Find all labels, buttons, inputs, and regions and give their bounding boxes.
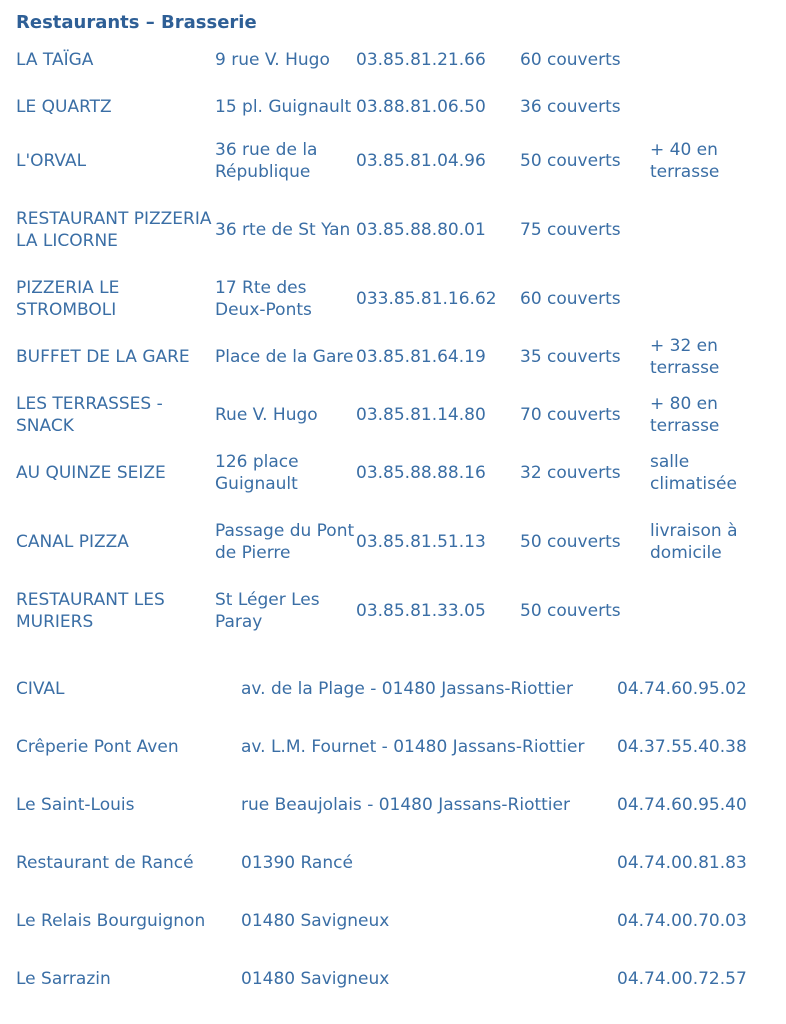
restaurant-name: CIVAL — [16, 679, 65, 699]
restaurant-name: LA TAÏGA — [16, 50, 94, 70]
restaurant-address: 01480 Savigneux — [241, 911, 390, 931]
restaurant-seats: 50 couverts — [520, 151, 621, 171]
restaurant-table-1 — [16, 38, 775, 640]
restaurant-seats: 36 couverts — [520, 97, 621, 117]
restaurant-name: Restaurant de Rancé — [16, 853, 194, 873]
restaurant-phone: 03.85.88.80.01 — [356, 220, 486, 240]
restaurant-address: 17 Rte des Deux-Ponts — [215, 278, 312, 320]
table-row — [16, 82, 775, 132]
restaurant-phone: 04.74.60.95.40 — [617, 795, 747, 815]
restaurant-address: St Léger Les Paray — [215, 590, 320, 632]
restaurant-address: 9 rue V. Hugo — [215, 50, 330, 70]
page-title: Restaurants – Brasserie — [16, 12, 257, 33]
restaurant-seats: 50 couverts — [520, 601, 621, 621]
restaurant-name: L'ORVAL — [16, 151, 87, 171]
table-row — [16, 328, 775, 386]
restaurant-phone: 03.85.81.64.19 — [356, 347, 486, 367]
table-row — [16, 132, 775, 190]
restaurant-address: Place de la Gare — [215, 347, 354, 367]
restaurant-address: 36 rue de la République — [215, 140, 318, 182]
restaurant-address: 126 place Guignault — [215, 452, 299, 494]
table-row — [16, 270, 775, 328]
table-row — [16, 892, 757, 950]
restaurant-seats: 60 couverts — [520, 50, 621, 70]
restaurant-name: Le Sarrazin — [16, 969, 111, 989]
restaurant-name: CANAL PIZZA — [16, 532, 129, 552]
restaurant-address: 01480 Savigneux — [241, 969, 390, 989]
restaurant-seats: 70 couverts — [520, 405, 621, 425]
table-row — [16, 950, 757, 1008]
restaurant-note: salle climatisée — [650, 452, 737, 494]
table-row — [16, 190, 775, 270]
restaurant-note: livraison à domicile — [650, 521, 738, 563]
restaurant-address: Rue V. Hugo — [215, 405, 318, 425]
restaurant-note: + 80 en terrasse — [650, 394, 720, 436]
restaurant-phone: 033.85.81.16.62 — [356, 289, 497, 309]
restaurant-address: rue Beaujolais - 01480 Jassans-Riottier — [241, 795, 570, 815]
restaurant-phone: 03.85.81.14.80 — [356, 405, 486, 425]
restaurant-phone: 03.85.81.04.96 — [356, 151, 486, 171]
restaurant-address: 36 rte de St Yan — [215, 220, 351, 240]
restaurant-address: av. de la Plage - 01480 Jassans-Riottier — [241, 679, 573, 699]
restaurant-phone: 04.74.60.95.02 — [617, 679, 747, 699]
table-row — [16, 718, 757, 776]
restaurant-phone: 03.85.88.88.16 — [356, 463, 486, 483]
table-row — [16, 38, 775, 82]
table-row — [16, 834, 757, 892]
restaurant-name: Le Relais Bourguignon — [16, 911, 206, 931]
restaurant-note — [650, 82, 775, 132]
restaurant-phone: 03.85.81.51.13 — [356, 532, 486, 552]
restaurant-name: RESTAURANT PIZZERIA LA LICORNE — [16, 209, 212, 251]
restaurant-table-2 — [16, 660, 757, 1008]
restaurant-name: AU QUINZE SEIZE — [16, 463, 166, 483]
restaurant-address: Passage du Pont de Pierre — [215, 521, 355, 563]
restaurant-note: + 32 en terrasse — [650, 336, 720, 378]
restaurant-note — [650, 270, 775, 328]
restaurant-name: Crêperie Pont Aven — [16, 737, 179, 757]
restaurant-seats: 50 couverts — [520, 532, 621, 552]
restaurant-phone: 04.74.00.81.83 — [617, 853, 747, 873]
restaurant-name: BUFFET DE LA GARE — [16, 347, 190, 367]
restaurant-name: LE QUARTZ — [16, 97, 112, 117]
restaurant-name: LES TERRASSES - SNACK — [16, 394, 163, 436]
restaurant-phone: 03.88.81.06.50 — [356, 97, 486, 117]
table-row — [16, 776, 757, 834]
restaurant-name: RESTAURANT LES MURIERS — [16, 590, 165, 632]
restaurant-address: 01390 Rancé — [241, 853, 353, 873]
table-row — [16, 582, 775, 640]
restaurant-address: av. L.M. Fournet - 01480 Jassans-Riottier — [241, 737, 585, 757]
restaurant-seats: 75 couverts — [520, 220, 621, 240]
restaurant-seats: 60 couverts — [520, 289, 621, 309]
restaurant-phone: 04.37.55.40.38 — [617, 737, 747, 757]
restaurant-note: + 40 en terrasse — [650, 140, 720, 182]
restaurant-note — [650, 38, 775, 82]
restaurant-address: 15 pl. Guignault — [215, 97, 352, 117]
restaurant-seats: 35 couverts — [520, 347, 621, 367]
table-row — [16, 444, 775, 502]
restaurant-note — [650, 190, 775, 270]
table-row — [16, 386, 775, 444]
table-row — [16, 502, 775, 582]
restaurant-phone: 03.85.81.21.66 — [356, 50, 486, 70]
restaurant-name: Le Saint-Louis — [16, 795, 135, 815]
restaurant-phone: 04.74.00.70.03 — [617, 911, 747, 931]
table-row — [16, 660, 757, 718]
restaurant-name: PIZZERIA LE STROMBOLI — [16, 278, 120, 320]
restaurant-seats: 32 couverts — [520, 463, 621, 483]
restaurant-note — [650, 582, 775, 640]
restaurant-phone: 04.74.00.72.57 — [617, 969, 747, 989]
restaurant-phone: 03.85.81.33.05 — [356, 601, 486, 621]
